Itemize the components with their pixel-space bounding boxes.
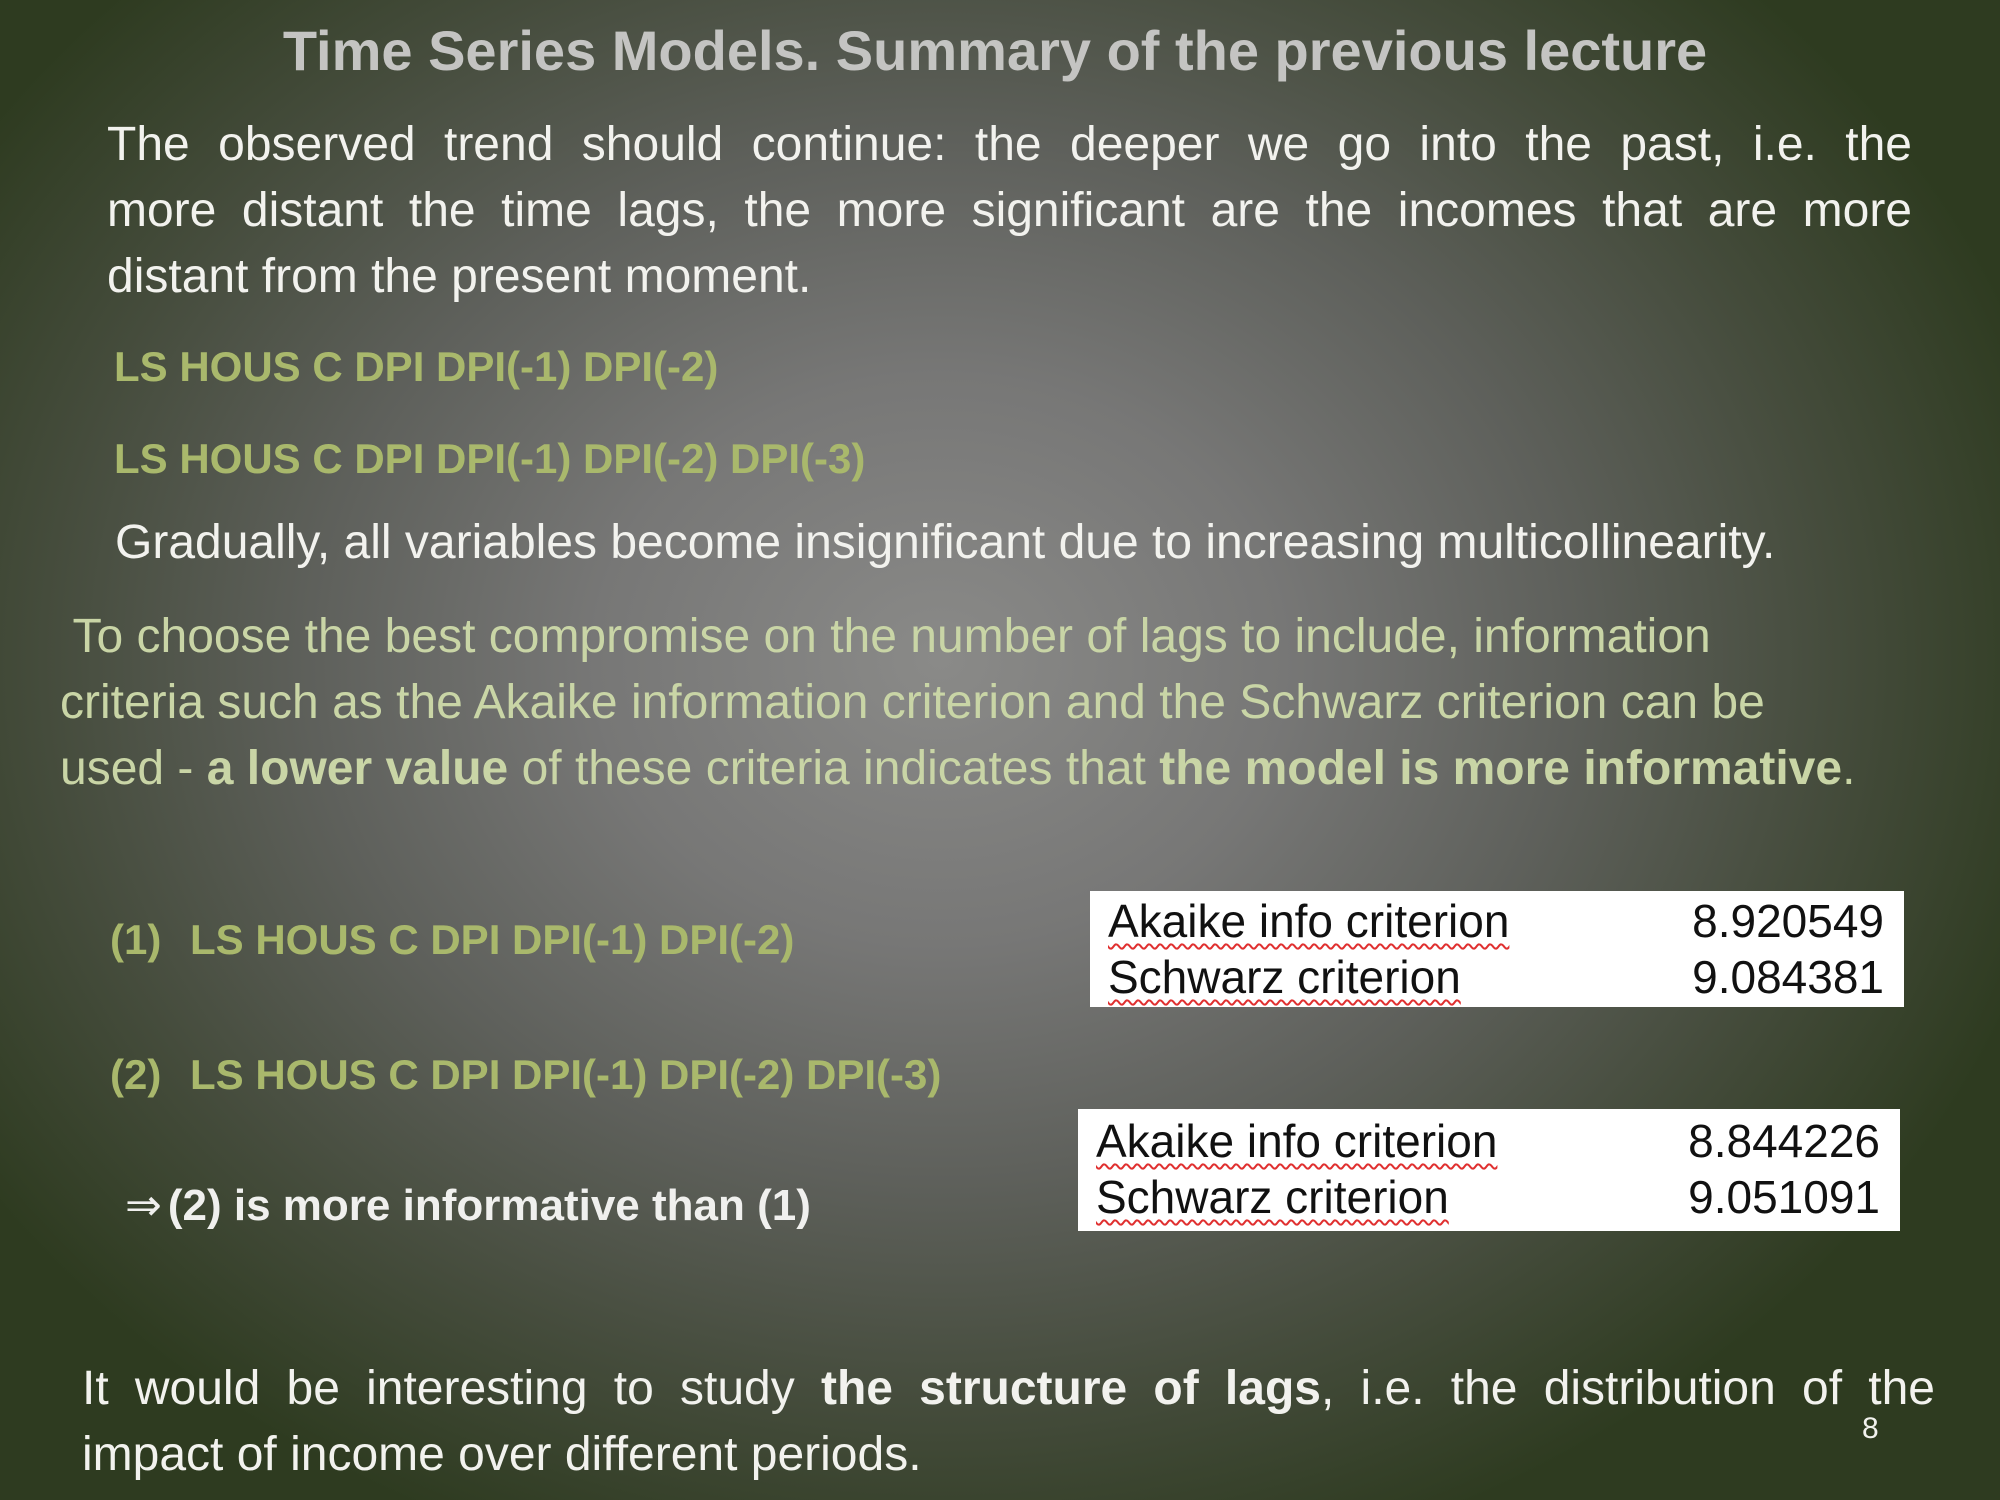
intro-line-1: The observed trend should continue: the deeper we go into the past, i.e. the [107,118,1912,171]
closing-emphasis: the structure of lags [820,1362,1321,1415]
criteria-emphasis-more-informative: the model is more informative [1159,742,1843,795]
closing-line-1-pre: It would be interesting to study [82,1362,821,1415]
model-2-number: (2) [110,1051,162,1098]
criteria-line-3-mid: of these criteria indicates that [508,742,1160,795]
model-2-akaike-row [1096,1113,1880,1169]
model-2-criteria-table [1078,1109,1900,1231]
intro-line-3: distant from the present moment. [107,250,812,303]
page-number: 8 [1862,1412,1879,1445]
model-1-akaike-row [1108,893,1884,949]
conclusion [125,1180,811,1231]
criteria-paragraph [60,604,1960,802]
criteria-line-3-post: . [1842,742,1856,795]
criteria-line-3-pre: used - [60,742,207,795]
model-2-schwarz-label: Schwarz criterion [1096,1171,1449,1223]
model-1-criteria-table [1090,891,1904,1007]
model-1-schwarz-row [1108,949,1884,1005]
model-1-akaike-label: Akaike info criterion [1108,895,1510,947]
intro-line-2: more distant the time lags, the more significant are the incomes that are more [107,184,1912,237]
intro-paragraph [107,112,1912,310]
model-2-akaike-label: Akaike info criterion [1096,1115,1498,1167]
gradually-paragraph: Gradually, all variables become insignificant due to increasing multicollinearity. [115,516,1776,569]
model-2-command [110,1051,941,1099]
model-2-schwarz-value: 9.051091 [1688,1171,1880,1223]
conclusion-text: (2) is more informative than (1) [167,1181,811,1230]
model-1-command [110,916,794,964]
model-2-schwarz-row [1096,1169,1880,1225]
implies-arrow-icon: ⇒ [125,1180,162,1231]
command-b: LS HOUS C DPI DPI(-1) DPI(-2) DPI(-3) [114,435,866,482]
criteria-line-2: criteria such as the Akaike information criterion and the Schwarz criterion can be [60,676,1765,729]
model-1-schwarz-value: 9.084381 [1692,951,1884,1003]
closing-paragraph [82,1356,1935,1488]
closing-line-2: impact of income over different periods. [82,1428,922,1481]
closing-line-1-post: , i.e. the distribution of the [1320,1362,1935,1415]
criteria-emphasis-lower-value: a lower value [206,742,509,795]
criteria-line-1: To choose the best compromise on the number of lags to include, information [60,610,1711,663]
model-1-akaike-value: 8.920549 [1692,895,1884,947]
slide-title: Time Series Models. Summary of the previous lecture [282,19,1708,82]
command-a: LS HOUS C DPI DPI(-1) DPI(-2) [114,343,719,390]
model-1-number: (1) [110,916,162,963]
model-2-command-text: LS HOUS C DPI DPI(-1) DPI(-2) DPI(-3) [190,1051,942,1098]
model-1-command-text: LS HOUS C DPI DPI(-1) DPI(-2) [190,916,795,963]
model-1-schwarz-label: Schwarz criterion [1108,951,1461,1003]
model-2-akaike-value: 8.844226 [1688,1115,1880,1167]
